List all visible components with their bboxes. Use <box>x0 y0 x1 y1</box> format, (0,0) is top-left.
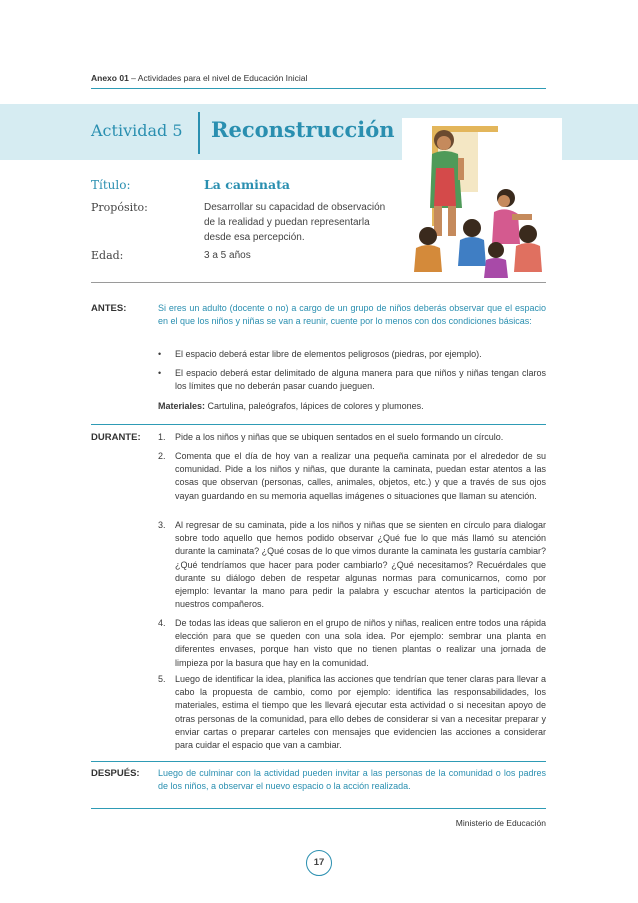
footer-rule <box>91 808 546 809</box>
list-item <box>158 450 546 503</box>
durante-item-4: De todas las ideas que salieron en el grupo de niños y niñas, realicen entre todos una rápida elección para que se queden con una sola idea. Por ejemplo: sembrar una planta en diferentes envases, porque han visto que no tienen plantas o realizar una jornada de limpieza por la basura que hay en la comunidad. <box>175 618 546 668</box>
titulo-label: Título: <box>91 178 131 192</box>
bullet-marker: • <box>158 368 162 378</box>
ministry-footer: Ministerio de Educación <box>455 818 546 828</box>
item-number: 1. <box>158 432 166 442</box>
durante-item-2: Comenta que el día de hoy van a realizar una pequeña caminata por el alrededor de su comunidad. Pide a los niños y niñas, que durante la caminata, puedan estar atentos a las cosas que observan (personas, calles, animales, objetos, etc.) y que a través de sus ojos vayan guardando en su memoria aquellas imágenes o situaciones que llaman su atención. <box>175 451 546 501</box>
materiales-line <box>158 400 546 413</box>
titulo-value: La caminata <box>204 177 290 192</box>
durante-item-3: Al regresar de su caminata, pide a los niños y niñas que se sienten en círculo para dialogar sobre todo aquello que hemos podido observar ¿Qué fue lo que más llamó su atención durante la caminata? ¿Qué cosas de lo que vimos durante la caminata les gustaría cambiar? ¿Qué tendríamos que hacer para poder cambiarlo? ¿Qué necesitamos? Recuérdales que durante su diálogo deben de respetar algunas normas para comunicarnos, como por ejemplo: levantar la mano para pedir la palabra y escuchar atentos la participación de nuestros compañeros. <box>175 520 546 610</box>
proposito-label: Propósito: <box>91 201 148 214</box>
band-divider <box>198 112 200 154</box>
section-rule <box>91 282 546 283</box>
despues-label: DESPUÉS: <box>91 768 140 779</box>
list-item <box>158 519 546 611</box>
annex-subtitle: – Actividades para el nivel de Educación Inicial <box>128 73 308 83</box>
children-illustration <box>402 118 562 280</box>
durante-item-1: Pide a los niños y niñas que se ubiquen sentados en el suelo formando un círculo. <box>175 432 504 442</box>
activity-number: Actividad 5 <box>91 121 183 140</box>
section-rule <box>91 424 546 425</box>
list-item <box>158 348 546 361</box>
list-item <box>158 367 546 393</box>
antes-intro: Si eres un adulto (docente o no) a cargo de un grupo de niños deberás observar que el espacio en el que los niños y niñas se van a reunir, cuente por lo menos con dos condiciones básicas: <box>158 303 546 327</box>
item-number: 2. <box>158 451 166 461</box>
item-number: 5. <box>158 674 166 684</box>
materiales-label: Materiales: <box>158 401 206 411</box>
bullet-marker: • <box>158 349 162 359</box>
materiales-text: Cartulina, paleógrafos, lápices de colores y plumones. <box>205 401 424 411</box>
list-item <box>158 617 546 670</box>
running-header <box>91 73 307 83</box>
proposito-value: Desarrollar su capacidad de observación de la realidad y puedan representarla desde esa percepción. <box>204 202 386 243</box>
page-number: 17 <box>306 850 332 876</box>
annex-label: Anexo 01 <box>91 73 129 83</box>
item-number: 3. <box>158 520 166 530</box>
section-rule <box>91 761 546 762</box>
list-item <box>158 673 546 752</box>
item-number: 4. <box>158 618 166 628</box>
list-item <box>158 431 546 444</box>
antes-bullet-2: El espacio deberá estar delimitado de alguna manera para que niños y niñas tengan claros los límites que no deberán pasar cuando jueguen. <box>175 368 546 392</box>
edad-value: 3 a 5 años <box>204 250 251 261</box>
despues-text: Luego de culminar con la actividad pueden invitar a las personas de la comunidad o los padres de los niños, a observar el nuevo espacio o la acción realizada. <box>158 768 546 792</box>
durante-label: DURANTE: <box>91 432 141 443</box>
durante-item-5: Luego de identificar la idea, planifica las acciones que tendrían que tener claras para llevar a cabo la propuesta de cambio, como por ejemplo: identifica las responsabilidades, los materiales, estima el tiempo que les llevará ejecutar esta actividad o si necesitan apoyo de otras personas de la comunidad, para ello debes de considerar si van a necesitar preparar y enviar cartas o preparar carteles con mensajes que evidencien las acciones a considerar para cuidar el espacio que van a cambiar. <box>175 674 546 751</box>
activity-title: Reconstrucción <box>211 117 395 142</box>
antes-label: ANTES: <box>91 303 127 314</box>
edad-label: Edad: <box>91 249 124 262</box>
header-rule <box>91 88 546 89</box>
antes-bullet-1: El espacio deberá estar libre de elementos peligrosos (piedras, por ejemplo). <box>175 349 482 359</box>
